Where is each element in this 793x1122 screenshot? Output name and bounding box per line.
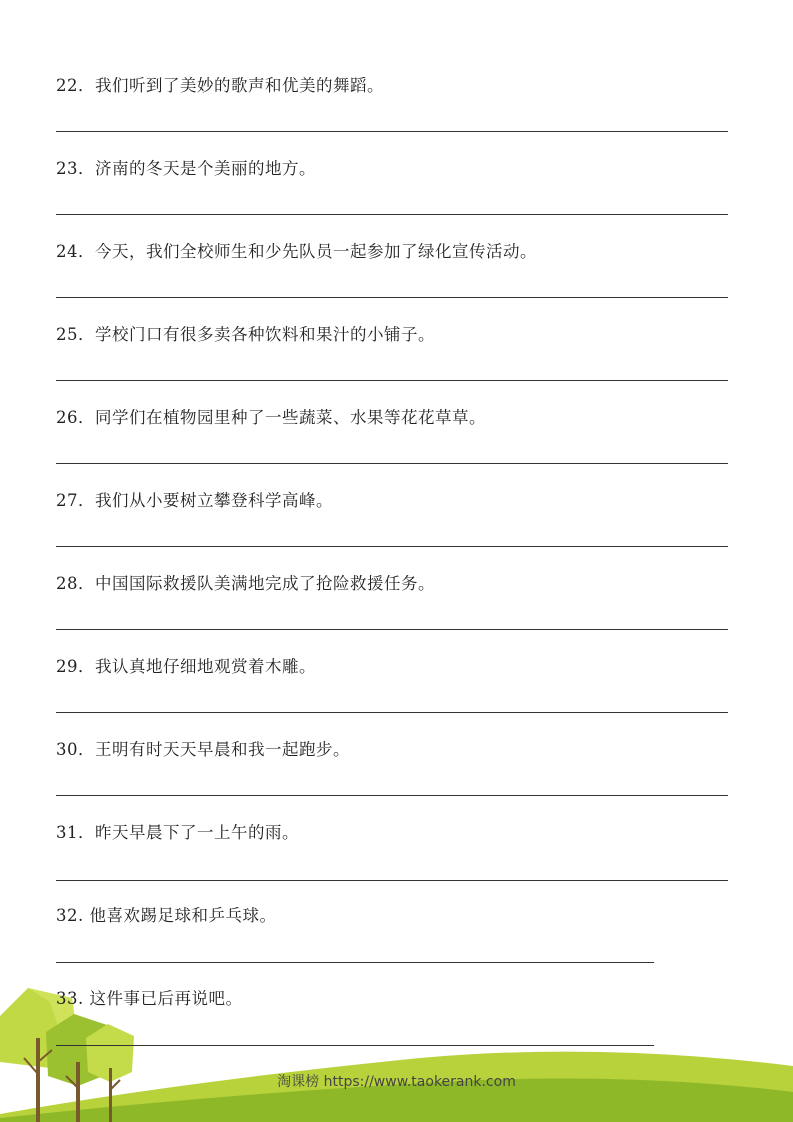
question-23: 23．济南的冬天是个美丽的地方。 [56, 159, 316, 178]
question-27: 27．我们从小要树立攀登科学高峰。 [56, 491, 333, 510]
question-30: 30．王明有时天天早晨和我一起跑步。 [56, 740, 350, 759]
question-24: 24．今天，我们全校师生和少先队员一起参加了绿化宣传活动。 [56, 242, 537, 261]
question-29: 29．我认真地仔细地观赏着木雕。 [56, 657, 316, 676]
answer-line-28[interactable] [56, 629, 728, 630]
answer-line-33[interactable] [56, 1045, 654, 1046]
question-26: 26．同学们在植物园里种了一些蔬菜、水果等花花草草。 [56, 408, 486, 427]
question-32: 32. 他喜欢踢足球和乒乓球。 [56, 906, 277, 925]
question-28: 28．中国国际救援队美满地完成了抢险救援任务。 [56, 574, 435, 593]
answer-line-24[interactable] [56, 297, 728, 298]
answer-line-25[interactable] [56, 380, 728, 381]
footer-watermark: 淘课榜 https://www.taokerank.com [277, 1074, 516, 1090]
answer-line-23[interactable] [56, 214, 728, 215]
question-31: 31．昨天早晨下了一上午的雨。 [56, 823, 299, 842]
answer-line-30[interactable] [56, 795, 728, 796]
answer-line-27[interactable] [56, 546, 728, 547]
answer-line-31[interactable] [56, 880, 728, 881]
question-25: 25．学校门口有很多卖各种饮料和果汁的小铺子。 [56, 325, 435, 344]
question-33: 33. 这件事已后再说吧。 [56, 989, 243, 1008]
question-22: 22．我们听到了美妙的歌声和优美的舞蹈。 [56, 76, 384, 95]
answer-line-22[interactable] [56, 131, 728, 132]
answer-line-29[interactable] [56, 712, 728, 713]
answer-line-26[interactable] [56, 463, 728, 464]
